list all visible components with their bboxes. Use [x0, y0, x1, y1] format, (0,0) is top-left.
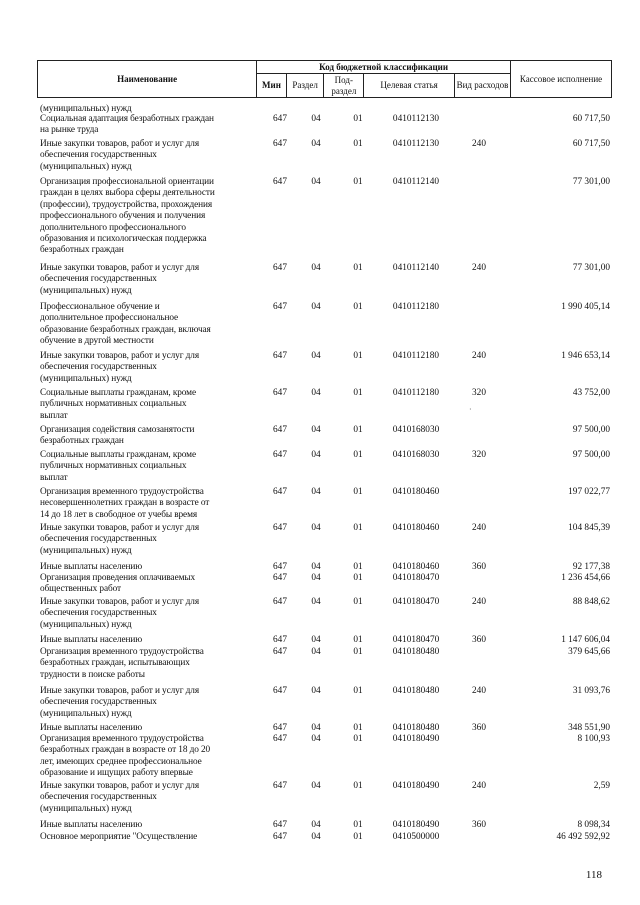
- row-razdel: 04: [311, 734, 321, 744]
- row-expense-type: 360: [472, 562, 486, 572]
- row-name: Иные закупки товаров, работ и услуг для обеспечения государственных (муниципальных) нужд: [40, 597, 199, 630]
- row-razdel: 04: [311, 573, 321, 583]
- row-target-article: 0410500000: [392, 832, 440, 842]
- row-target-article: 0410180490: [392, 734, 440, 744]
- header-name-col: Наименование: [38, 61, 257, 98]
- row-amount: 46 492 592,92: [556, 832, 610, 842]
- row-amount: 1 990 405,14: [561, 302, 610, 312]
- row-amount: 43 752,00: [572, 388, 610, 398]
- header-col-target: Целевая статья: [364, 74, 455, 98]
- row-name: Иные закупки товаров, работ и услуг для обеспечения государственных (муниципальных) нужд: [40, 686, 199, 719]
- row-razdel: 04: [311, 487, 321, 497]
- row-podrazdel: 01: [353, 820, 363, 830]
- row-expense-type: 240: [472, 523, 486, 533]
- row-expense-type: 320: [472, 450, 486, 460]
- row-min: 647: [273, 450, 287, 460]
- row-razdel: 04: [311, 781, 321, 791]
- page-number: 118: [585, 869, 602, 881]
- row-amount: 197 022,77: [568, 487, 610, 497]
- row-name: Организация временного трудоустройства безработных граждан, испытывающих трудности в поиске работы: [40, 647, 204, 680]
- row-target-article: 0410180470: [392, 635, 440, 645]
- row-razdel: 04: [311, 832, 321, 842]
- row-amount: 104 845,39: [568, 523, 610, 533]
- row-expense-type: 240: [472, 263, 486, 273]
- row-min: 647: [273, 302, 287, 312]
- row-podrazdel: 01: [353, 425, 363, 435]
- row-podrazdel: 01: [353, 832, 363, 842]
- row-min: 647: [273, 388, 287, 398]
- row-name: Иные выплаты населению: [40, 723, 143, 733]
- row-min: 647: [273, 177, 287, 187]
- row-target-article: 0410168030: [392, 450, 440, 460]
- row-min: 647: [273, 562, 287, 572]
- row-min: 647: [273, 523, 287, 533]
- row-amount: 348 551,90: [568, 723, 610, 733]
- row-target-article: 0410112180: [392, 302, 440, 312]
- row-target-article: 0410180460: [392, 523, 440, 533]
- row-expense-type: 360: [472, 723, 486, 733]
- row-razdel: 04: [311, 139, 321, 149]
- row-podrazdel: 01: [353, 523, 363, 533]
- row-amount: 2,59: [593, 781, 610, 791]
- row-podrazdel: 01: [353, 734, 363, 744]
- row-target-article: 0410180470: [392, 597, 440, 607]
- row-razdel: 04: [311, 177, 321, 187]
- row-podrazdel: 01: [353, 302, 363, 312]
- row-name: Иные выплаты населению: [40, 635, 143, 645]
- header-col-min: Мин: [257, 74, 287, 98]
- row-min: 647: [273, 139, 287, 149]
- row-min: 647: [273, 734, 287, 744]
- row-target-article: 0410112180: [392, 388, 440, 398]
- row-amount: 1 147 606,04: [561, 635, 610, 645]
- row-min: 647: [273, 263, 287, 273]
- row-razdel: 04: [311, 302, 321, 312]
- row-target-article: 0410112140: [392, 263, 440, 273]
- row-podrazdel: 01: [353, 177, 363, 187]
- row-min: 647: [273, 573, 287, 583]
- row-min: 647: [273, 597, 287, 607]
- row-podrazdel: 01: [353, 635, 363, 645]
- row-min: 647: [273, 487, 287, 497]
- row-podrazdel: 01: [353, 450, 363, 460]
- row-razdel: 04: [311, 388, 321, 398]
- row-podrazdel: 01: [353, 487, 363, 497]
- row-podrazdel: 01: [353, 263, 363, 273]
- header-col-podrazdel: Под-раздел: [324, 74, 364, 98]
- row-name: Социальные выплаты гражданам, кроме публичных нормативных социальных выплат: [40, 450, 196, 483]
- row-razdel: 04: [311, 723, 321, 733]
- row-min: 647: [273, 686, 287, 696]
- row-podrazdel: 01: [353, 562, 363, 572]
- row-razdel: 04: [311, 450, 321, 460]
- row-expense-type: 360: [472, 635, 486, 645]
- row-amount: 92 177,38: [572, 562, 610, 572]
- row-target-article: 0410112140: [392, 177, 440, 187]
- row-target-article: 0410180480: [392, 647, 440, 657]
- row-podrazdel: 01: [353, 781, 363, 791]
- row-min: 647: [273, 647, 287, 657]
- row-min: 647: [273, 781, 287, 791]
- row-expense-type: 240: [472, 686, 486, 696]
- row-razdel: 04: [311, 523, 321, 533]
- row-min: 647: [273, 635, 287, 645]
- row-razdel: 04: [311, 351, 321, 361]
- row-expense-type: 240: [472, 139, 486, 149]
- row-razdel: 04: [311, 820, 321, 830]
- row-name: Организация проведения оплачиваемых общественных работ: [40, 573, 196, 595]
- row-target-article: 0410112180: [392, 351, 440, 361]
- row-podrazdel: 01: [353, 351, 363, 361]
- row-name: Организация временного трудоустройства несовершеннолетних граждан в возрасте от 14 до 18 лет в свободное от учебы время: [40, 487, 210, 520]
- scan-speck: ·: [469, 405, 472, 414]
- row-name: (муниципальных) нужд: [40, 104, 132, 114]
- row-podrazdel: 01: [353, 139, 363, 149]
- row-podrazdel: 01: [353, 597, 363, 607]
- row-min: 647: [273, 351, 287, 361]
- row-razdel: 04: [311, 562, 321, 572]
- header-col-vid: Вид расходов: [454, 74, 510, 98]
- row-name: Социальные выплаты гражданам, кроме публичных нормативных социальных выплат: [40, 388, 196, 421]
- row-amount: 77 301,00: [572, 177, 610, 187]
- row-expense-type: 320: [472, 388, 486, 398]
- row-expense-type: 240: [472, 781, 486, 791]
- table-header: [37, 60, 612, 98]
- row-amount: 97 500,00: [572, 450, 610, 460]
- row-razdel: 04: [311, 263, 321, 273]
- row-target-article: 0410180490: [392, 781, 440, 791]
- row-name: Социальная адаптация безработных граждан на рынке труда: [40, 114, 214, 136]
- row-name: Иные выплаты населению: [40, 562, 143, 572]
- row-expense-type: 240: [472, 597, 486, 607]
- row-podrazdel: 01: [353, 388, 363, 398]
- row-razdel: 04: [311, 425, 321, 435]
- row-target-article: 0410180460: [392, 487, 440, 497]
- row-amount: 88 848,62: [572, 597, 610, 607]
- row-amount: 1 236 454,66: [561, 573, 610, 583]
- row-podrazdel: 01: [353, 686, 363, 696]
- row-name: Иные закупки товаров, работ и услуг для обеспечения государственных (муниципальных) нужд: [40, 523, 199, 556]
- row-razdel: 04: [311, 647, 321, 657]
- row-min: 647: [273, 723, 287, 733]
- row-name: Иные выплаты населению: [40, 820, 143, 830]
- row-name: Организация содействия самозанятости безработных граждан: [40, 425, 195, 447]
- row-target-article: 0410168030: [392, 425, 440, 435]
- row-amount: 60 717,50: [572, 114, 610, 124]
- row-amount: 379 645,66: [568, 647, 610, 657]
- header-code-group: Код бюджетной классификации: [257, 61, 511, 74]
- row-amount: 8 098,34: [577, 820, 610, 830]
- row-target-article: 0410180480: [392, 723, 440, 733]
- row-name: Организация временного трудоустройства безработных граждан в возрасте от 18 до 20 лет, имеющих среднее профессиональное образование и ищущих работу впервые: [40, 734, 211, 779]
- row-min: 647: [273, 425, 287, 435]
- row-amount: 8 100,93: [577, 734, 610, 744]
- row-target-article: 0410112130: [392, 139, 440, 149]
- row-target-article: 0410180470: [392, 573, 440, 583]
- row-name: Профессиональное обучение и дополнительное профессиональное образование безработных граждан, включая обучение в другой местности: [40, 302, 211, 347]
- row-amount: 31 093,76: [572, 686, 610, 696]
- row-expense-type: 360: [472, 820, 486, 830]
- header-execution-col: Кассовое исполнение: [511, 61, 612, 98]
- header-col-razdel: Раздел: [286, 74, 324, 98]
- row-podrazdel: 01: [353, 723, 363, 733]
- row-name: Организация профессиональной ориентации граждан в целях выбора сферы деятельности (профессии), трудоустройства, прохождения профессионального обучения и получения дополнительного профессионального образования и психологическая поддержка безработных граждан: [40, 177, 215, 256]
- row-podrazdel: 01: [353, 114, 363, 124]
- row-razdel: 04: [311, 597, 321, 607]
- row-name: Иные закупки товаров, работ и услуг для обеспечения государственных (муниципальных) нужд: [40, 351, 199, 384]
- row-amount: 97 500,00: [572, 425, 610, 435]
- row-target-article: 0410180460: [392, 562, 440, 572]
- row-min: 647: [273, 820, 287, 830]
- row-min: 647: [273, 832, 287, 842]
- row-razdel: 04: [311, 635, 321, 645]
- row-name: Основное мероприятие "Осуществление: [40, 832, 198, 842]
- row-name: Иные закупки товаров, работ и услуг для обеспечения государственных (муниципальных) нужд: [40, 139, 199, 172]
- row-target-article: 0410180490: [392, 820, 440, 830]
- row-expense-type: 240: [472, 351, 486, 361]
- row-name: Иные закупки товаров, работ и услуг для обеспечения государственных (муниципальных) нужд: [40, 781, 199, 814]
- row-podrazdel: 01: [353, 647, 363, 657]
- row-podrazdel: 01: [353, 573, 363, 583]
- row-amount: 77 301,00: [572, 263, 610, 273]
- row-razdel: 04: [311, 114, 321, 124]
- row-target-article: 0410180480: [392, 686, 440, 696]
- row-razdel: 04: [311, 686, 321, 696]
- row-min: 647: [273, 114, 287, 124]
- row-target-article: 0410112130: [392, 114, 440, 124]
- row-amount: 60 717,50: [572, 139, 610, 149]
- row-name: Иные закупки товаров, работ и услуг для обеспечения государственных (муниципальных) нужд: [40, 263, 199, 296]
- row-amount: 1 946 653,14: [561, 351, 610, 361]
